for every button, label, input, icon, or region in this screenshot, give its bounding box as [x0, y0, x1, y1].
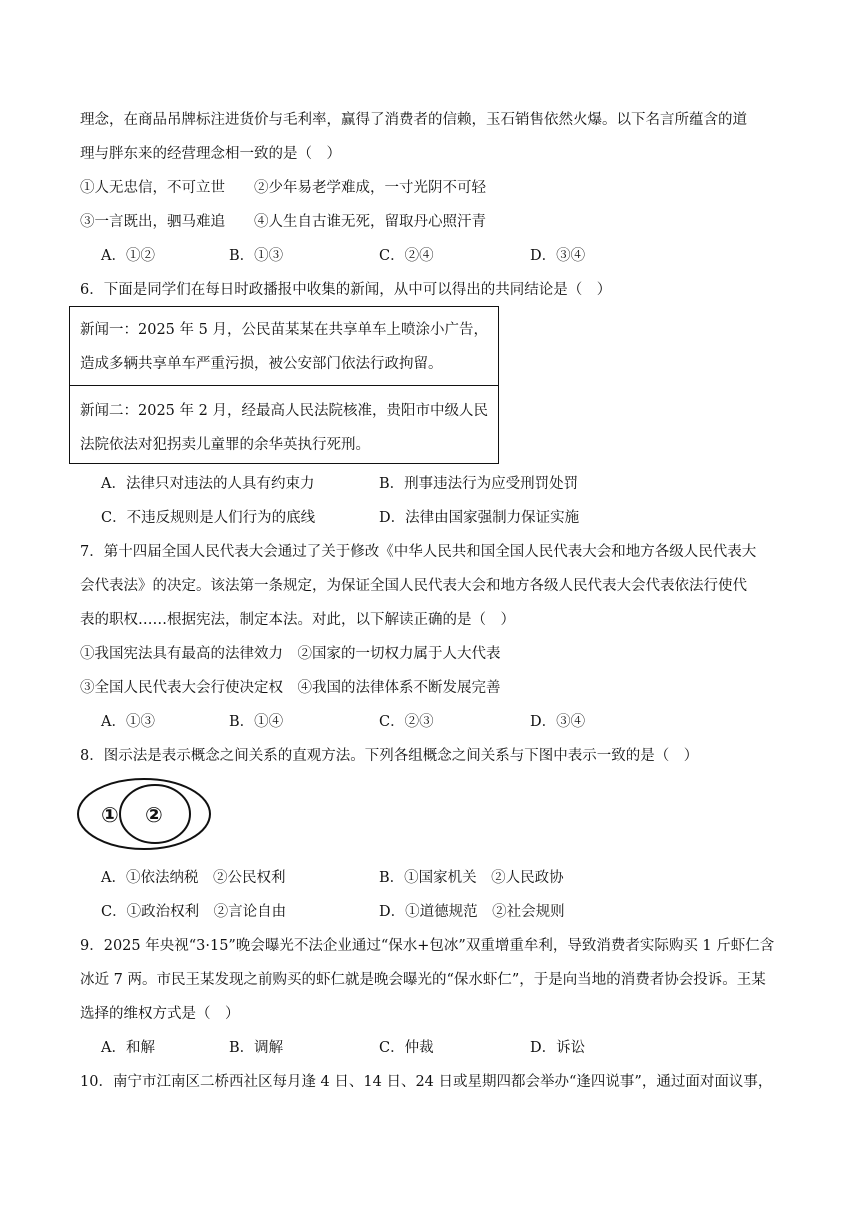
q5-item-line1: ①人无忠信，不可立世 ②少年易老学难成，一寸光阴不可轻 [80, 180, 486, 196]
q8-option-a[interactable]: A．①依法纳税 ②公民权利 [101, 870, 286, 886]
q7-option-c[interactable]: C．②③ [379, 714, 434, 730]
q6-option-b[interactable]: B．刑事违法行为应受刑罚处罚 [379, 476, 579, 492]
q5-item-line2: ③一言既出，驷马难追 ④人生自古谁无死，留取丹心照汗青 [80, 214, 486, 230]
q9-option-b[interactable]: B．调解 [229, 1040, 284, 1056]
q9-stem-line3: 选择的维权方式是（ ） [80, 1006, 240, 1022]
q7-item-line2: ③全国人民代表大会行使决定权 ④我国的法律体系不断发展完善 [80, 680, 501, 696]
news2-line2: 法院依法对犯拐卖儿童罪的余华英执行死刑。 [80, 437, 370, 453]
q7-item-line1: ①我国宪法具有最高的法律效力 ②国家的一切权力属于人大代表 [80, 646, 501, 662]
inner-label: ② [145, 803, 163, 827]
news-table [69, 306, 499, 464]
q9-option-d[interactable]: D．诉讼 [530, 1040, 586, 1056]
news1-line2: 造成多辆共享单车严重污损，被公安部门依法行政拘留。 [80, 356, 443, 372]
q10-stem-line1: 10．南宁市江南区二桥西社区每月逢 4 日、14 日、24 日或星期四都会举办“逢四说事”，通过面对面议事， [80, 1074, 773, 1090]
q9-stem-line2: 冰近 7 两。市民王某发现之前购买的虾仁就是晚会曝光的“保水虾仁”，于是向当地的消费者协会投诉。王某 [80, 972, 766, 988]
q8-option-c[interactable]: C．①政治权利 ②言论自由 [101, 904, 287, 920]
q7-option-b[interactable]: B．①④ [229, 714, 284, 730]
q6-option-a[interactable]: A．法律只对违法的人具有约束力 [101, 476, 315, 492]
news2-line1: 新闻二：2025 年 2 月，经最高人民法院核准，贵阳市中级人民 [80, 403, 488, 419]
q6-stem: 6．下面是同学们在每日时政播报中收集的新闻，从中可以得出的共同结论是（ ） [80, 282, 612, 298]
concept-venn-diagram [76, 776, 214, 852]
q8-stem: 8．图示法是表示概念之间关系的直观方法。下列各组概念之间关系与下图中表示一致的是（ ） [80, 748, 699, 764]
q8-option-b[interactable]: B．①国家机关 ②人民政协 [379, 870, 564, 886]
q5-option-d[interactable]: D．③④ [530, 248, 586, 264]
q6-option-c[interactable]: C．不违反规则是人们行为的底线 [101, 510, 316, 526]
q7-stem-line2: 会代表法》的决定。该法第一条规定，为保证全国人民代表大会和地方各级人民代表大会代表依法行使代 [80, 578, 747, 594]
q7-option-d[interactable]: D．③④ [530, 714, 586, 730]
q9-option-c[interactable]: C．仲裁 [379, 1040, 434, 1056]
outer-label: ① [101, 803, 119, 827]
news1-line1: 新闻一：2025 年 5 月，公民苗某某在共享单车上喷涂小广告， [80, 322, 488, 338]
q9-option-a[interactable]: A．和解 [101, 1040, 155, 1056]
q6-option-d[interactable]: D．法律由国家强制力保证实施 [379, 510, 580, 526]
q7-option-a[interactable]: A．①③ [101, 714, 155, 730]
q9-stem-line1: 9．2025 年央视“3·15”晚会曝光不法企业通过“保水+包冰”双重增重牟利，导致消费者实际购买 1 斤虾仁含 [80, 938, 775, 954]
q7-stem-line3: 表的职权……根据宪法，制定本法。对此，以下解读正确的是（ ） [80, 612, 515, 628]
q5-stem-line2: 理与胖东来的经营理念相一致的是（ ） [80, 146, 341, 162]
q8-option-d[interactable]: D．①道德规范 ②社会规则 [379, 904, 565, 920]
q5-option-c[interactable]: C．②④ [379, 248, 434, 264]
q7-stem-line1: 7．第十四届全国人民代表大会通过了关于修改《中华人民共和国全国人民代表大会和地方各级人民代表大 [80, 544, 757, 560]
q5-option-a[interactable]: A．①② [101, 248, 155, 264]
q5-option-b[interactable]: B．①③ [229, 248, 284, 264]
news-divider [70, 385, 498, 386]
q5-stem-line1: 理念，在商品吊牌标注进货价与毛利率，赢得了消费者的信赖，玉石销售依然火爆。以下名言所蕴含的道 [80, 112, 747, 128]
